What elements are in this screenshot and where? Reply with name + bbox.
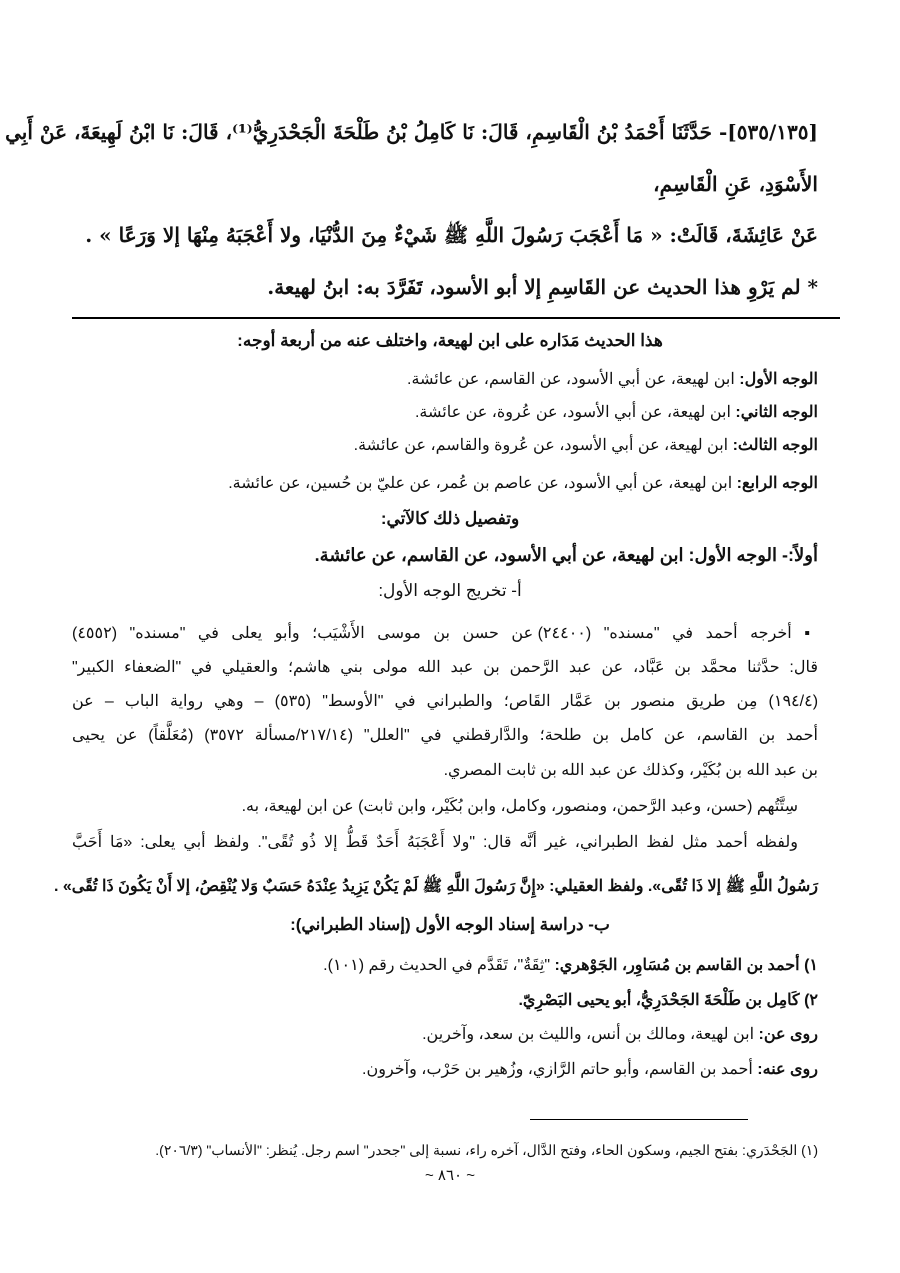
sixtum-line: سِتَّتُهم (حسن، وعبد الرَّحمن، ومنصور، وكامل، وابن بُكَيْر، وابن ثابت) عن ابن لهيعة، به. [241, 798, 798, 815]
wajh-1 [72, 369, 818, 389]
hadith-line-1: [٥٣٥/١٣٥]- حَدَّثَنَا أَحْمَدُ بْنُ الْقَاسِمِ، قَالَ: نَا كَامِلُ بْنُ طَلْحَةَ الْجَحْدَرِيُّ⁽¹⁾، قَالَ: نَا ابْنُ لَهِيعَةَ، عَنْ أَبِي [5, 120, 818, 144]
lafz-line-2: رَسُولُ اللَّهِ ﷺ إلا ذَا تُقًى». ولفظ العقيلي: «إِنَّ رَسُولَ اللَّهِ ﷺ لَمْ يَكُنْ يَزِيدُ عِنْدَهُ حَسَبٌ وَلا يُنْقِصُ، إلا أَنْ يَكُونَ ذَا تُقًى» . [53, 878, 818, 895]
takhrij-line-2: قال: حدَّثنا محمَّد بن عَبَّاد، عن عبد الرَّحمن بن عبد الله مولى بني هاشم؛ والعقيلي في "الضعفاء الكبير" [72, 659, 818, 676]
wajh-3 [72, 435, 818, 455]
lafz-line-1: ولفظه أحمد مثل لفظ الطبراني، غير أنَّه قال: "ولا أَعْجَبَهُ أَحَدٌ قَطُّ إلا ذُو تُقًى". ولفظ أبي يعلى: «مَا أَحَبَّ [72, 834, 798, 851]
rijal-2: ٢) كَامِل بن طَلْحَةَ الجَحْدَرِيُّ، أبو يحيى البَصْرِيّ. [518, 992, 818, 1009]
rawa-an-label: روى عن: [758, 1026, 818, 1043]
takhrij-line-3: (١٩٤/٤) مِن طريق منصور بن عَمَّار القَاص؛ والطبراني في "الأوسط" (٥٣٥) – وهي رواية الباب – عن [72, 693, 819, 710]
wajh-label: الوجه الأول: [739, 371, 818, 388]
rawa-an-line [72, 1024, 818, 1044]
section-divider [72, 317, 840, 319]
wajh-2 [72, 402, 818, 422]
rawa-anhu-label: روى عنه: [757, 1061, 818, 1078]
hadith-line-2: الأَسْوَدِ، عَنِ الْقَاسِمِ، [653, 172, 818, 196]
wajh-4 [72, 473, 818, 493]
rijal-1 [72, 955, 818, 975]
detail-heading: وتفصيل ذلك كالآتي: [380, 509, 520, 528]
study-heading: هذا الحديث مَدَاره على ابن لهيعة، واختلف عنه من أربعة أوجه: [237, 331, 663, 350]
wajh-text: ابن لهيعة، عن أبي الأسود، عن عُروة، عن عائشة. [414, 404, 736, 421]
wajh-label: الوجه الثالث: [732, 437, 818, 454]
wajh-label: الوجه الثاني: [735, 404, 818, 421]
wajh-text: ابن لهيعة، عن أبي الأسود، عن عاصم بن عُمر، عن عليّ بن حُسين، عن عائشة. [228, 475, 737, 492]
hadith-note: * لم يَرْوِ هذا الحديث عن القَاسِمِ إلا أبو الأسود، تَفَرَّدَ به: ابنُ لهيعة. [267, 275, 818, 299]
rawa-anhu-text: أحمد بن القاسم، وأبو حاتم الرَّازي، وزُهير بن حَرْب، وآخرون. [362, 1061, 758, 1078]
subheading-a: أ- تخريج الوجه الأول: [378, 581, 522, 600]
takhrij-line-1: ▪ أخرجه أحمد في "مسنده" (٢٤٤٠٠) عن حسن بن موسى الأَشْيَب؛ وأبو يعلى في "مسنده" (٤٥٥٢) [72, 625, 819, 642]
subheading-b: ب- دراسة إسناد الوجه الأول (إسناد الطبراني): [290, 915, 610, 934]
footnote: (١) الجَحْدَري: بفتح الجيم، وسكون الحاء، وفتح الدَّال، آخره راء، نسبة إلى "جحدر" اسم رجل. يُنظر: "الأنساب" (٢٠٦/٣). [155, 1142, 818, 1158]
wajh-text: ابن لهيعة، عن أبي الأسود، عن القاسم، عن عائشة. [407, 371, 740, 388]
takhrij-line-4: أحمد بن القاسم، عن كامل بن طلحة؛ والدَّارقطني في "العلل" (٢١٧/١٤/مسألة ٣٥٧٢) (مُعَلَّقاً) عن يحيى [72, 727, 819, 744]
rijal-name: ١) أحمد بن القاسم بن مُسَاوِر، الجَوْهري: [554, 957, 818, 974]
rawa-anhu-line [72, 1059, 818, 1079]
rawa-an-text: ابن لهيعة، ومالك بن أنس، والليث بن سعد، وآخرين. [422, 1026, 759, 1043]
page-number: ~ ٨٦٠ ~ [424, 1167, 476, 1184]
first-wajh-heading: أولاً:- الوجه الأول: ابن لهيعة، عن أبي الأسود، عن القاسم، عن عائشة. [314, 545, 818, 565]
takhrij-line-5: بن عبد الله بن بُكَيْر، وكذلك عن عبد الله بن ثابت المصري. [443, 762, 818, 779]
wajh-text: ابن لهيعة، عن أبي الأسود، عن عُروة والقاسم، عن عائشة. [353, 437, 733, 454]
footnote-divider [530, 1119, 748, 1120]
wajh-label: الوجه الرابع: [736, 475, 818, 492]
rijal-text: "ثِقَةٌ"، تَقَدَّم في الحديث رقم (١٠١). [323, 957, 555, 974]
hadith-line-3: عَنْ عَائِشَةَ، قَالَتْ: « مَا أَعْجَبَ رَسُولَ اللَّهِ ﷺ شَيْءٌ مِنَ الدُّنْيَا، ولا أَعْجَبَهُ مِنْهَا إلا وَرَعًا » . [85, 223, 818, 247]
